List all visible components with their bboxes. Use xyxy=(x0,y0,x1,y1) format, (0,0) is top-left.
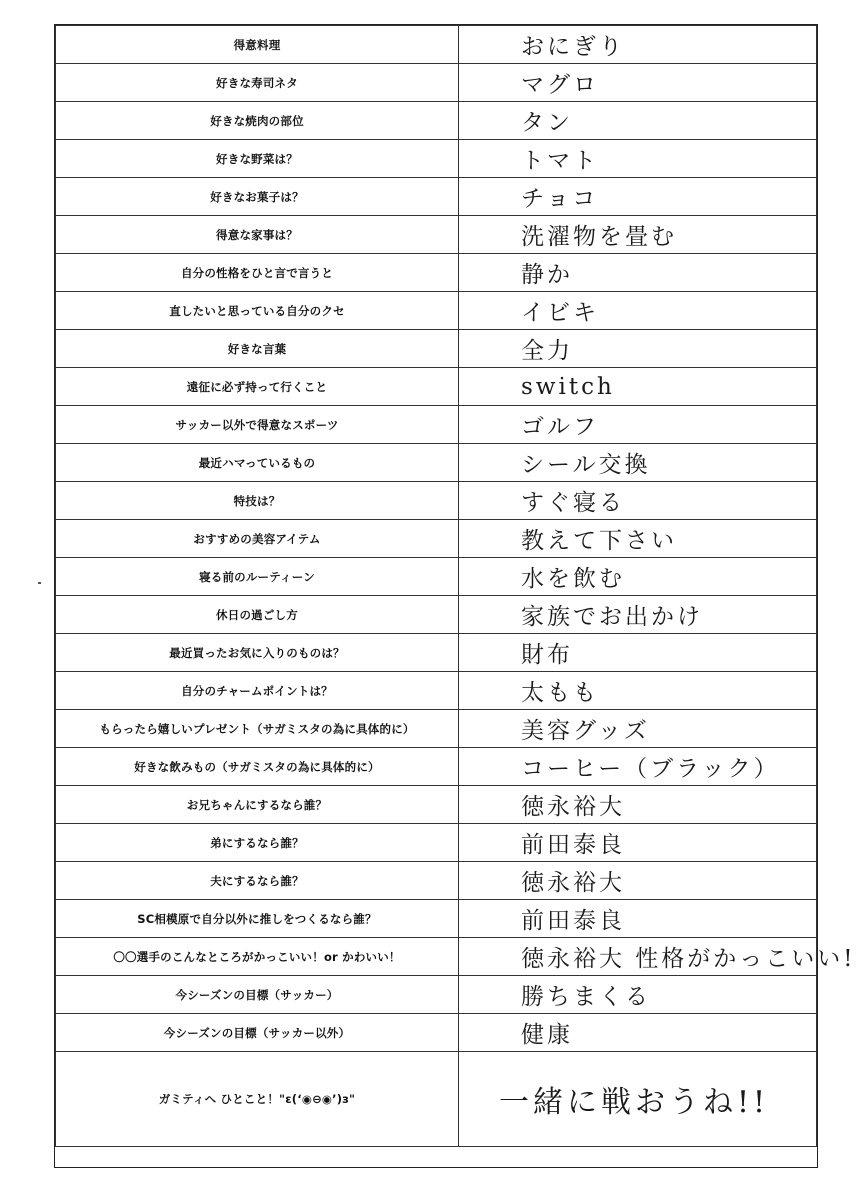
question-cell: SC相模原で自分以外に推しをつくるなら誰？ xyxy=(56,900,459,938)
table-row xyxy=(56,444,817,482)
answer-cell: おにぎり xyxy=(459,26,817,64)
answer-cell: マグロ xyxy=(459,64,817,102)
table-row xyxy=(56,178,817,216)
table-row xyxy=(56,786,817,824)
questionnaire-sheet xyxy=(54,24,856,1168)
answer-cell: 美容グッズ xyxy=(459,710,817,748)
answer-cell: 前田泰良 xyxy=(459,900,817,938)
answer-cell: コーヒー（ブラック） xyxy=(459,748,817,786)
table-row xyxy=(56,520,817,558)
question-cell: ガミティへ ひとこと！"ε(‘◉⊖◉’)з" xyxy=(56,1052,459,1147)
table-row xyxy=(56,1052,817,1147)
answer-cell: 静か xyxy=(459,254,817,292)
answer-cell: 健康 xyxy=(459,1014,817,1052)
answer-cell: 徳永裕大 性格がかっこいい! xyxy=(459,938,817,976)
question-cell: 自分の性格をひと言で言うと xyxy=(56,254,459,292)
table-row xyxy=(56,482,817,520)
question-cell: 好きな言葉 xyxy=(56,330,459,368)
question-cell: 好きな寿司ネタ xyxy=(56,64,459,102)
question-cell: 最近ハマっているもの xyxy=(56,444,459,482)
answer-cell: チョコ xyxy=(459,178,817,216)
table-row xyxy=(56,938,817,976)
answer-cell: ゴルフ xyxy=(459,406,817,444)
question-cell: 好きな焼肉の部位 xyxy=(56,102,459,140)
answer-cell: 教えて下さい xyxy=(459,520,817,558)
table-row xyxy=(56,710,817,748)
table-row xyxy=(56,368,817,406)
answer-cell: 洗濯物を畳む xyxy=(459,216,817,254)
table-row xyxy=(56,558,817,596)
question-cell: 好きなお菓子は？ xyxy=(56,178,459,216)
table-row xyxy=(56,254,817,292)
question-cell: 直したいと思っている自分のクセ xyxy=(56,292,459,330)
answer-cell: トマト xyxy=(459,140,817,178)
answer-cell: 財布 xyxy=(459,634,817,672)
questionnaire-table xyxy=(55,25,856,1147)
question-cell: 寝る前のルーティーン xyxy=(56,558,459,596)
question-cell: 特技は？ xyxy=(56,482,459,520)
question-cell: 今シーズンの目標（サッカー） xyxy=(56,976,459,1014)
answer-cell: 前田泰良 xyxy=(459,824,817,862)
question-cell: 最近買ったお気に入りのものは？ xyxy=(56,634,459,672)
question-cell: おすすめの美容アイテム xyxy=(56,520,459,558)
answer-cell: switch xyxy=(459,368,817,406)
question-cell: 夫にするなら誰？ xyxy=(56,862,459,900)
table-row xyxy=(56,634,817,672)
answer-cell: 徳永裕大 xyxy=(459,862,817,900)
answer-cell: 家族でお出かけ xyxy=(459,596,817,634)
question-cell: 遠征に必ず持って行くこと xyxy=(56,368,459,406)
question-cell: もらったら嬉しいプレゼント（サガミスタの為に具体的に） xyxy=(56,710,459,748)
table-row xyxy=(56,824,817,862)
question-cell: 得意料理 xyxy=(56,26,459,64)
question-cell: 得意な家事は？ xyxy=(56,216,459,254)
table-row xyxy=(56,26,817,64)
table-row xyxy=(56,862,817,900)
answer-cell: 徳永裕大 xyxy=(459,786,817,824)
answer-cell: 勝ちまくる xyxy=(459,976,817,1014)
table-row xyxy=(56,900,817,938)
table-row xyxy=(56,140,817,178)
question-cell: 好きな野菜は？ xyxy=(56,140,459,178)
answer-cell: 一緒に戦おうね!! xyxy=(459,1052,817,1147)
table-row xyxy=(56,216,817,254)
table-row xyxy=(56,1014,817,1052)
table-row xyxy=(56,330,817,368)
question-cell: 今シーズンの目標（サッカー以外） xyxy=(56,1014,459,1052)
question-cell: サッカー以外で得意なスポーツ xyxy=(56,406,459,444)
answer-cell: すぐ寝る xyxy=(459,482,817,520)
answer-cell: タン xyxy=(459,102,817,140)
table-row xyxy=(56,672,817,710)
question-cell: 休日の過ごし方 xyxy=(56,596,459,634)
questionnaire-body xyxy=(56,26,856,1147)
table-row xyxy=(56,406,817,444)
answer-cell: シール交換 xyxy=(459,444,817,482)
table-row xyxy=(56,976,817,1014)
table-row xyxy=(56,292,817,330)
table-row xyxy=(56,748,817,786)
answer-cell: 太もも xyxy=(459,672,817,710)
question-cell: 〇〇選手のこんなところがかっこいい！or かわいい！ xyxy=(56,938,459,976)
question-cell: 弟にするなら誰？ xyxy=(56,824,459,862)
question-cell: 好きな飲みもの（サガミスタの為に具体的に） xyxy=(56,748,459,786)
table-row xyxy=(56,102,817,140)
table-row xyxy=(56,596,817,634)
question-cell: 自分のチャームポイントは？ xyxy=(56,672,459,710)
answer-cell: 水を飲む xyxy=(459,558,817,596)
question-cell: お兄ちゃんにするなら誰？ xyxy=(56,786,459,824)
table-row xyxy=(56,64,817,102)
answer-cell: イビキ xyxy=(459,292,817,330)
answer-cell: 全力 xyxy=(459,330,817,368)
stray-mark xyxy=(38,582,41,584)
